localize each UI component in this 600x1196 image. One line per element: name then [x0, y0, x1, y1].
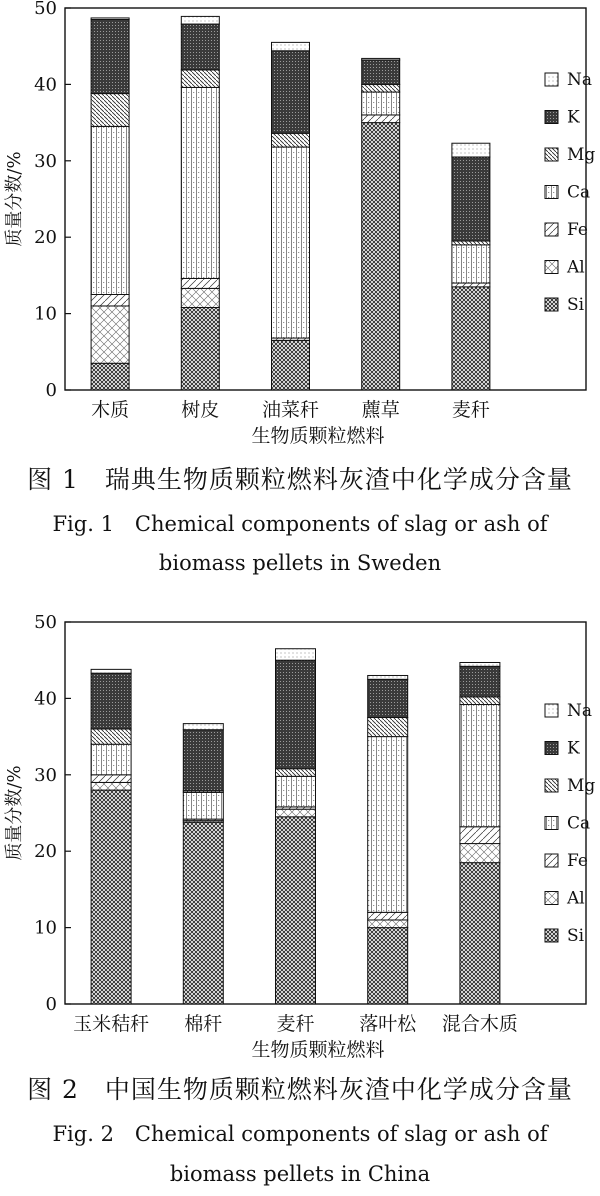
fig1-y-tick-label-0: 0: [45, 380, 57, 401]
fig1-bar-1-mg: [91, 94, 129, 127]
fig1-bar-1-al: [91, 306, 129, 363]
fig2-x-tick-label-1: 玉米秸秆: [73, 1013, 150, 1035]
fig2-x-tick-label-4: 落叶松: [359, 1013, 417, 1035]
fig1-x-tick-label-1: 木质: [91, 399, 130, 421]
fig2-x-tick-label-2: 棉秆: [184, 1013, 223, 1035]
fig1-legend-swatch-ca: [545, 186, 558, 199]
figure-1-caption-en-line2: biomass pellets in Sweden: [158, 551, 442, 575]
fig1-bar-3-ca: [272, 147, 310, 338]
fig2-bar-5-si: [460, 863, 500, 1004]
fig2-legend-swatch-ca: [545, 817, 558, 830]
fig2-bar-4-al: [368, 920, 408, 928]
fig1-y-tick-label-10: 10: [34, 303, 57, 325]
fig2-plot-frame: [65, 622, 586, 1004]
fig1-plot-frame: [65, 8, 586, 390]
fig2-bar-3-k: [276, 660, 316, 768]
fig2-bar-1-fe: [91, 775, 131, 783]
fig1-x-tick-label-2: 树皮: [181, 399, 220, 421]
fig1-legend-label-fe: Fe: [567, 220, 588, 240]
fig1-bar-5-k: [452, 157, 490, 241]
fig2-bar-2-k: [183, 730, 223, 791]
figure-2-caption-cn: 图 2 中国生物质颗粒燃料灰渣中化学成分含量: [27, 1075, 573, 1104]
fig1-x-axis-label: 生物质颗粒燃料: [251, 425, 385, 447]
fig2-bar-1-k: [91, 673, 131, 729]
fig1-bar-2-k: [181, 24, 219, 70]
fig1-bar-4-ca: [362, 92, 400, 115]
fig2-y-tick-label-20: 20: [34, 841, 57, 863]
fig1-bar-5-si: [452, 287, 490, 390]
fig2-legend-swatch-mg: [545, 779, 558, 792]
figure-1-caption-en-line1: Fig. 1 Chemical components of slag or ash of: [52, 512, 548, 536]
fig1-bar-5-fe: [452, 283, 490, 287]
fig2-bar-4-ca: [368, 737, 408, 913]
fig2-bar-4-fe: [368, 912, 408, 920]
fig1-x-tick-label-3: 油菜秆: [261, 399, 320, 421]
fig1-legend-swatch-mg: [545, 148, 558, 161]
fig1-y-tick-label-20: 20: [34, 227, 57, 249]
fig1-y-tick-label-30: 30: [34, 150, 57, 172]
fig2-bar-1-mg: [91, 729, 131, 744]
fig2-bar-5-al: [460, 844, 500, 863]
fig2-y-tick-label-0: 0: [45, 994, 57, 1015]
fig2-legend-swatch-fe: [545, 854, 558, 867]
fig2-bar-3-ca: [276, 776, 316, 807]
fig2-bar-2-si: [183, 822, 223, 1004]
figure-1-chart: [0, 0, 600, 455]
fig2-bar-1-na: [91, 669, 131, 673]
fig2-x-tick-label-5: 混合木质: [441, 1013, 518, 1035]
fig2-y-tick-label-50: 50: [34, 612, 57, 633]
fig1-legend-label-ca: Ca: [567, 182, 591, 203]
fig1-legend-label-al: Al: [567, 257, 585, 278]
fig1-bar-1-k: [91, 19, 129, 93]
fig1-bar-1-na: [91, 18, 129, 20]
fig2-bar-1-al: [91, 782, 131, 790]
fig1-legend-swatch-al: [545, 261, 558, 274]
fig1-bar-2-si: [181, 307, 219, 390]
fig1-bar-4-na: [362, 58, 400, 60]
fig1-legend-swatch-na: [545, 73, 558, 86]
fig1-y-tick-label-40: 40: [34, 74, 57, 96]
fig1-bar-2-al: [181, 288, 219, 307]
fig1-bar-4-k: [362, 60, 400, 84]
fig1-bar-1-si: [91, 363, 129, 390]
fig2-legend-label-na: Na: [567, 701, 593, 721]
fig1-bar-2-fe: [181, 278, 219, 288]
fig1-legend-label-si: Si: [567, 295, 585, 315]
fig2-legend-swatch-al: [545, 892, 558, 905]
fig1-bar-3-mg: [272, 133, 310, 147]
fig2-bar-1-si: [91, 790, 131, 1004]
figure-1-caption-cn: 图 1 瑞典生物质颗粒燃料灰渣中化学成分含量: [27, 465, 573, 494]
fig2-legend-swatch-si: [545, 929, 558, 942]
fig2-bar-3-al: [276, 809, 316, 817]
fig1-bar-4-si: [362, 123, 400, 390]
fig1-bar-5-na: [452, 143, 490, 157]
fig2-legend-label-fe: Fe: [567, 851, 588, 871]
fig2-bar-5-ca: [460, 705, 500, 827]
fig1-bar-4-fe: [362, 115, 400, 123]
fig2-bar-5-fe: [460, 827, 500, 844]
fig2-y-axis-label: 质量分数/%: [4, 765, 25, 861]
fig2-legend-label-al: Al: [567, 888, 585, 909]
fig1-legend-swatch-k: [545, 111, 558, 124]
fig2-legend-label-mg: Mg: [567, 776, 596, 796]
fig1-bar-1-ca: [91, 126, 129, 294]
fig2-bar-4-si: [368, 928, 408, 1004]
fig2-bar-4-mg: [368, 718, 408, 737]
fig2-bar-5-mg: [460, 697, 500, 705]
fig2-x-axis-label: 生物质颗粒燃料: [251, 1039, 385, 1061]
fig2-legend-label-k: K: [567, 738, 580, 759]
fig2-legend-swatch-k: [545, 742, 558, 755]
fig1-bar-3-si: [272, 340, 310, 390]
fig2-y-tick-label-10: 10: [34, 917, 57, 939]
fig1-bar-5-mg: [452, 241, 490, 245]
fig1-legend-swatch-fe: [545, 223, 558, 236]
fig2-legend-swatch-na: [545, 704, 558, 717]
fig2-x-tick-label-3: 麦秆: [276, 1013, 315, 1035]
fig1-x-tick-label-5: 麦秆: [451, 399, 490, 421]
fig1-x-tick-label-4: 藨草: [361, 399, 400, 421]
fig2-bar-5-na: [460, 662, 500, 666]
fig1-bar-2-ca: [181, 87, 219, 278]
fig2-bar-3-mg: [276, 769, 316, 777]
fig1-bar-4-mg: [362, 84, 400, 92]
fig1-bar-3-na: [272, 42, 310, 50]
figure-2-caption-en-line2: biomass pellets in China: [169, 1162, 431, 1186]
fig1-bar-1-fe: [91, 295, 129, 306]
fig1-bar-2-mg: [181, 70, 219, 88]
fig2-legend-label-ca: Ca: [567, 813, 591, 834]
fig1-legend-label-k: K: [567, 107, 580, 128]
fig2-bar-1-ca: [91, 744, 131, 775]
fig2-legend-label-si: Si: [567, 926, 585, 946]
fig1-legend-label-na: Na: [567, 70, 593, 90]
fig2-bar-3-na: [276, 649, 316, 660]
fig2-y-tick-label-40: 40: [34, 688, 57, 710]
fig1-bar-5-ca: [452, 245, 490, 283]
fig1-y-tick-label-50: 50: [34, 0, 57, 19]
fig1-legend-label-mg: Mg: [567, 145, 596, 165]
fig2-bar-4-na: [368, 675, 408, 679]
fig1-legend-swatch-si: [545, 298, 558, 311]
figure-2-caption-en-line1: Fig. 2 Chemical components of slag or ash of: [52, 1122, 548, 1146]
fig2-bar-4-k: [368, 679, 408, 717]
fig2-y-tick-label-30: 30: [34, 764, 57, 786]
fig2-bar-2-na: [183, 724, 223, 730]
fig1-y-axis-label: 质量分数/%: [4, 151, 25, 247]
fig2-bar-5-k: [460, 666, 500, 697]
figure-2-chart: [0, 608, 600, 1063]
fig1-bar-2-na: [181, 16, 219, 24]
fig2-bar-2-ca: [183, 792, 223, 819]
fig1-bar-3-k: [272, 51, 310, 134]
fig2-bar-3-si: [276, 817, 316, 1004]
